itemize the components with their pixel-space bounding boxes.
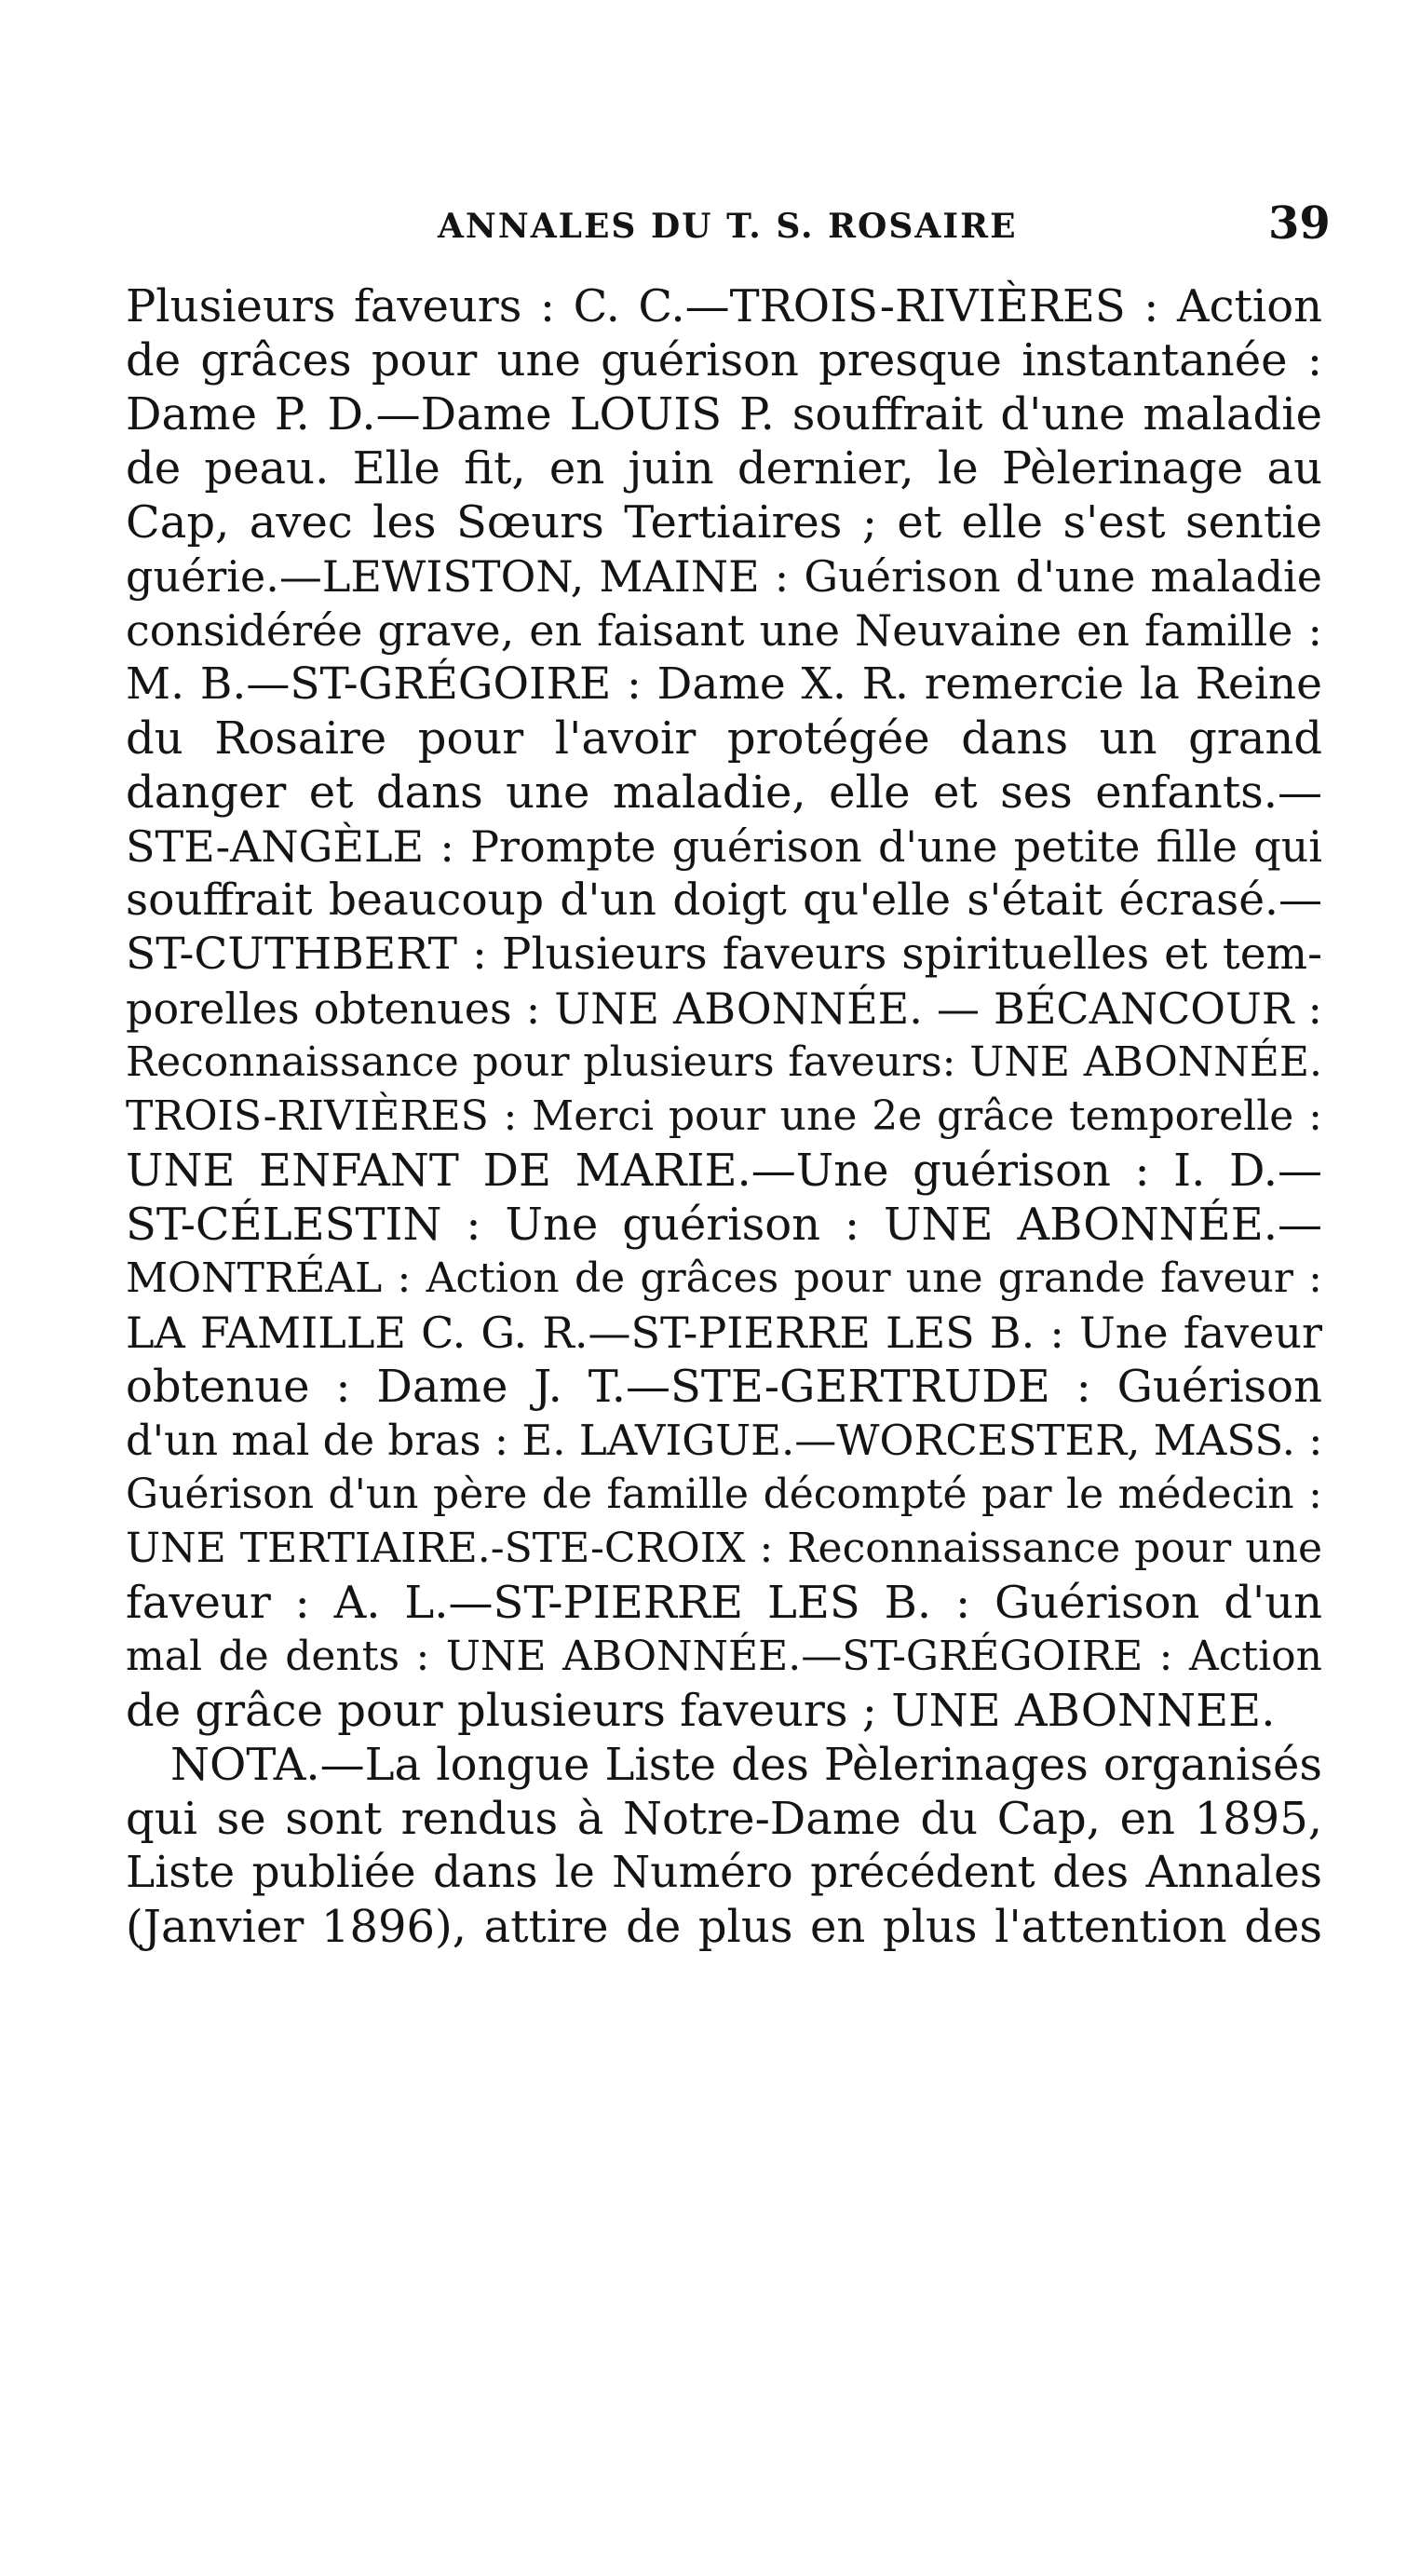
text-line: d'un mal de bras : E. LAVIGUE.—WORCESTER, MASS. : (126, 1416, 1323, 1465)
text-line: Plusieurs faveurs : C. C.—TROIS-RIVIÈRES : Action (126, 280, 1322, 332)
text-line: mal de dents : UNE ABONNÉE.—ST-GRÉGOIRE : Action (126, 1633, 1322, 1680)
text-line: ST-CÉLESTIN : Une guérison : UNE ABONNÉE.— (126, 1199, 1322, 1251)
text-line: TROIS-RIVIÈRES : Merci pour une 2e grâce temporelle : (126, 1092, 1322, 1140)
text-line: souffrait beaucoup d'un doigt qu'elle s'était écrasé.— (126, 874, 1322, 926)
paragraph-nota (126, 1738, 1322, 1954)
text-line: ST-CUTHBERT : Plusieurs faveurs spirituelles et tem- (126, 929, 1322, 980)
text-line: Dame P. D.—Dame LOUIS P. souffrait d'une maladie (126, 388, 1322, 441)
text-line: Cap, avec les Sœurs Tertiaires ; et elle s'est sentie (126, 496, 1322, 549)
text-line-content: NOTA.—La longue Liste des Pèlerinages organisés (170, 1739, 1322, 1791)
running-title: ANNALES DU T. S. ROSAIRE (438, 207, 1018, 246)
body-text (126, 279, 1322, 1954)
text-line: considérée grave, en faisant une Neuvaine en famille : (126, 605, 1322, 656)
text-line: de grâces pour une guérison presque instantanée : (126, 334, 1322, 386)
paragraph-thanksgivings (126, 279, 1322, 1738)
text-line: M. B.—ST-GRÉGOIRE : Dame X. R. remercie la Reine (126, 658, 1322, 710)
text-line: porelles obtenues : UNE ABONNÉE. — BÉCANCOUR : (126, 983, 1322, 1034)
text-line (126, 1738, 1322, 1792)
text-line: guérie.—LEWISTON, MAINE : Guérison d'une maladie (126, 551, 1322, 602)
text-line: Liste publiée dans le Numéro précédent des Annales (126, 1847, 1322, 1898)
page-number: 39 (1268, 197, 1331, 250)
text-line: danger et dans une maladie, elle et ses enfants.— (126, 766, 1322, 819)
text-line: de peau. Elle fit, en juin dernier, le Pèlerinage au (126, 442, 1322, 495)
text-line: Reconnaissance pour plusieurs faveurs: UNE ABONNÉE. (126, 1038, 1322, 1086)
text-line: MONTRÉAL : Action de grâces pour une grande faveur : (126, 1254, 1322, 1302)
text-line: STE-ANGÈLE : Prompte guérison d'une petite fille qui (126, 821, 1322, 872)
text-line: (Janvier 1896), attire de plus en plus l'attention des (126, 1901, 1322, 1953)
text-line: Guérison d'un père de famille décompté par le médecin : (126, 1471, 1322, 1518)
text-line: faveur : A. L.—ST-PIERRE LES B. : Guérison d'un (126, 1577, 1322, 1629)
text-line: obtenue : Dame J. T.—STE-GERTRUDE : Guérison (126, 1361, 1322, 1413)
text-line: de grâce pour plusieurs faveurs ; UNE ABONNEE. (126, 1685, 1276, 1737)
text-line: UNE ENFANT DE MARIE.—Une guérison : I. D.— (126, 1145, 1322, 1197)
text-line: du Rosaire pour l'avoir protégée dans un grand (126, 712, 1322, 765)
text-line: UNE TERTIAIRE.-STE-CROIX : Reconnaissance pour une (126, 1525, 1322, 1572)
text-line: qui se sont rendus à Notre-Dame du Cap, en 1895, (126, 1793, 1322, 1845)
text-line: LA FAMILLE C. G. R.—ST-PIERRE LES B. : Une faveur (126, 1308, 1322, 1358)
